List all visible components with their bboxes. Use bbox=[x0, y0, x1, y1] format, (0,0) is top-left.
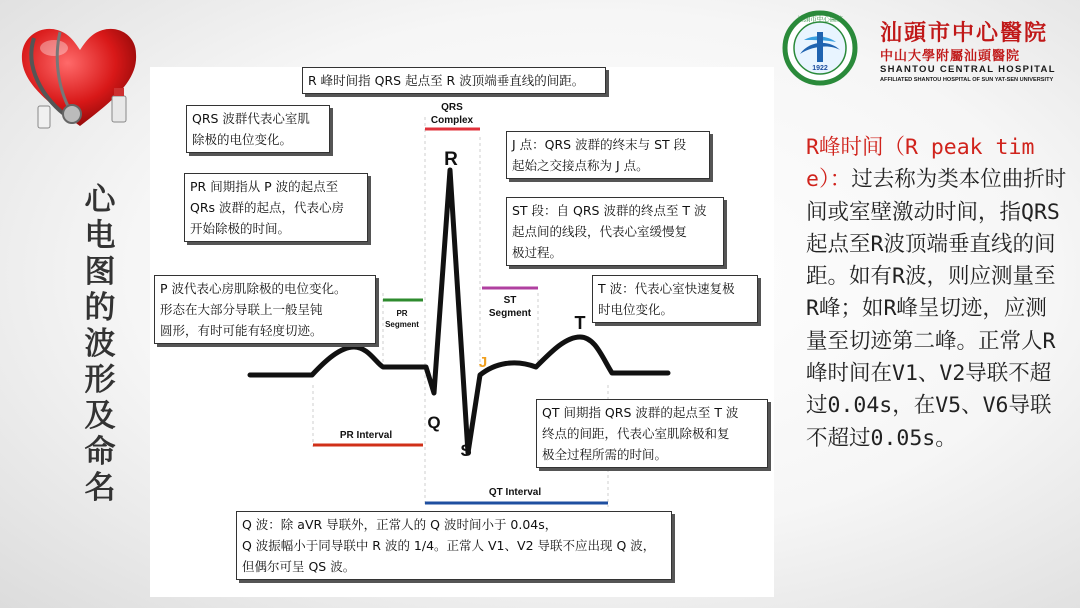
note-line: R 峰时间指 QRS 起点至 R 波顶端垂直线的间距。 bbox=[308, 73, 585, 88]
note-line: 圆形，有时可能有轻度切迹。 bbox=[160, 323, 323, 338]
qrs-note bbox=[186, 105, 330, 153]
pr-segment-marker bbox=[383, 300, 423, 329]
q-wave-note bbox=[236, 511, 672, 580]
hospital-subname-cn: 中山大學附屬汕頭醫院 bbox=[880, 49, 1021, 64]
note-line: 终点的间距，代表心室肌除极和复 bbox=[542, 426, 730, 441]
seal-year: 1922 bbox=[812, 65, 828, 72]
qt-interval-note bbox=[536, 399, 768, 468]
slide-title-char: 电 bbox=[84, 218, 116, 254]
slide-title-char: 心 bbox=[84, 182, 116, 218]
note-line: 开始除极的时间。 bbox=[190, 221, 291, 236]
qt-interval-bar bbox=[425, 487, 608, 503]
pr-interval-label: PR Interval bbox=[339, 430, 393, 441]
p-wave-note bbox=[154, 275, 376, 344]
pr-segment-sublabel: Segment bbox=[385, 320, 419, 329]
pr-interval-bar bbox=[313, 430, 423, 445]
slide-title-char: 的 bbox=[84, 290, 116, 326]
t-wave-note bbox=[592, 275, 758, 323]
slide-title-char: 命 bbox=[84, 434, 116, 470]
qrs-complex-bracket bbox=[425, 102, 480, 129]
qt-interval-label: QT Interval bbox=[488, 487, 542, 498]
slide-title-char: 图 bbox=[84, 254, 116, 290]
q-wave-label: Q bbox=[427, 413, 441, 432]
hospital-subname-en: AFFILIATED SHANTOU HOSPITAL OF SUN YAT-SEN UNIVERSITY bbox=[880, 77, 1054, 83]
t-wave-label: T bbox=[574, 313, 586, 333]
description-heading: R峰时间（R peak time）： bbox=[806, 135, 1035, 193]
hospital-name-cn: 汕頭市中心醫院 bbox=[880, 20, 1049, 46]
note-line: 时电位变化。 bbox=[598, 302, 674, 317]
note-line: 起点间的线段，代表心室缓慢复 bbox=[512, 224, 688, 239]
note-line: ST 段：自 QRS 波群的终点至 T 波 bbox=[512, 203, 707, 218]
st-segment-sublabel: Segment bbox=[488, 308, 532, 319]
note-line: Q 波：除 aVR 导联外，正常人的 Q 波时间小于 0.04s， bbox=[242, 517, 558, 532]
st-segment-marker bbox=[482, 288, 538, 319]
note-line: QRS 波群代表心室肌 bbox=[192, 111, 310, 126]
pr-interval-note bbox=[184, 173, 368, 242]
qrs-complex-label: Complex bbox=[430, 115, 474, 126]
slide-title-char: 及 bbox=[84, 398, 116, 434]
slide-title-char: 波 bbox=[84, 326, 116, 362]
st-segment-note bbox=[506, 197, 724, 266]
j-point-label: J bbox=[478, 354, 488, 371]
note-line: PR 间期指从 P 波的起点至 bbox=[190, 179, 339, 194]
note-line: QRs 波群的起点，代表心房 bbox=[190, 200, 345, 215]
description-body: 过去称为类本位曲折时间或室壁激动时间，指QRS起点至R波顶端垂直线的间距。如有R波，则应测量至R峰；如R峰呈切迹，应测量至切迹第二峰。正常人R峰时间在V1、V2导联不超过0.04s，在V5、V6导联不超过0.05s。 bbox=[806, 167, 1067, 451]
r-peak-time-note bbox=[302, 67, 606, 94]
slide-title-char: 形 bbox=[84, 362, 116, 398]
pr-segment-label: PR bbox=[396, 309, 408, 318]
note-line: P 波代表心房肌除极的电位变化。 bbox=[160, 281, 347, 296]
heart-stethoscope-logo bbox=[14, 18, 146, 138]
note-line: 起始之交接点称为 J 点。 bbox=[512, 158, 649, 173]
qrs-label: QRS bbox=[441, 102, 463, 113]
r-peak-description bbox=[806, 132, 1068, 455]
s-wave-label: S bbox=[460, 441, 472, 460]
note-line: 但偶尔可呈 QS 波。 bbox=[242, 559, 356, 574]
note-line: QT 间期指 QRS 波群的起点至 T 波 bbox=[542, 405, 739, 420]
note-line: 极全过程所需的时间。 bbox=[542, 447, 668, 462]
seal-text: 汕頭市中心醫院 bbox=[797, 15, 843, 23]
note-line: J 点：QRS 波群的终末与 ST 段 bbox=[512, 137, 687, 152]
slide-title bbox=[80, 182, 120, 506]
hospital-seal-logo bbox=[774, 10, 874, 86]
hospital-name-en: SHANTOU CENTRAL HOSPITAL bbox=[880, 64, 1056, 75]
r-wave-label: R bbox=[444, 149, 458, 170]
ecg-diagram-panel bbox=[150, 67, 774, 597]
note-line: T 波：代表心室快速复极 bbox=[598, 281, 735, 296]
note-line: 形态在大部分导联上一般呈钝 bbox=[160, 302, 323, 317]
note-line: Q 波振幅小于同导联中 R 波的 1/4。正常人 V1、V2 导联不应出现 Q 波， bbox=[242, 538, 656, 553]
note-line: 极过程。 bbox=[512, 245, 563, 260]
note-line: 除极的电位变化。 bbox=[192, 132, 293, 147]
slide-title-char: 名 bbox=[84, 470, 116, 506]
j-point-note bbox=[506, 131, 710, 179]
st-segment-label: ST bbox=[503, 295, 517, 306]
